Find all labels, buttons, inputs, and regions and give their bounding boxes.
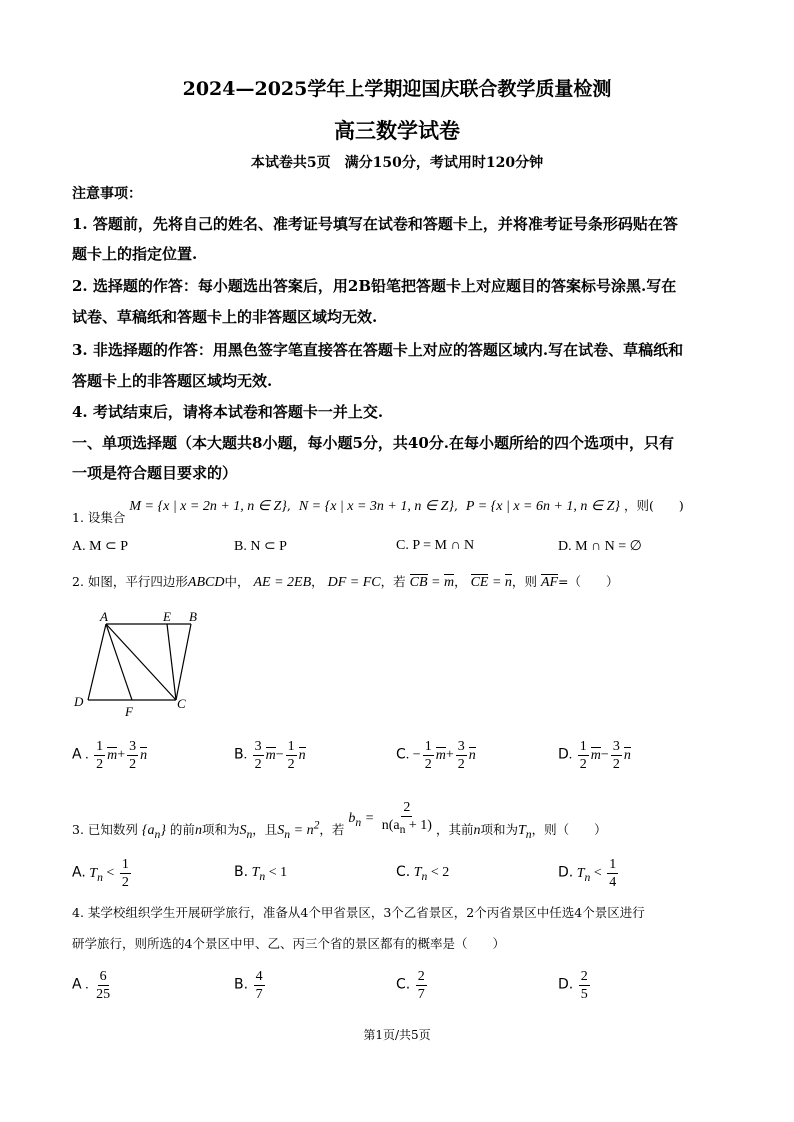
q1-option-a[interactable]: A. M ⊂ P: [72, 539, 129, 554]
exam-title: 2024—2025学年上学期迎国庆联合教学质量检测: [182, 78, 612, 100]
question-3: [72, 799, 607, 841]
exam-subtitle: 高三数学试卷: [334, 118, 460, 143]
q2-condition-2: DF = FC: [327, 575, 381, 590]
question-2: 2. 如图，平行四边形ABCD中， AE = 2EB， DF = FC，若 CB = m， CE = n，则 AF=（ ）: [72, 574, 619, 590]
q3-suffix: ，则（ ）: [531, 821, 607, 837]
label-c: C: [177, 696, 186, 711]
page-number: 第1页/共5页: [363, 1028, 431, 1042]
q2-if: 若: [393, 574, 406, 589]
q4-b-numerator: 4: [255, 969, 263, 984]
q2-option-a[interactable]: A . $\frac{1}{2}$ m+ $\frac{3}{2}$ n: [72, 739, 148, 772]
q2-option-d[interactable]: D. $\frac{1}{2}$ m− $\frac{3}{2}$ n: [558, 739, 631, 772]
q2-shape: ABCD: [187, 575, 225, 590]
q4-option-c-label: C.: [396, 976, 411, 993]
question-4-line-1: 4. 某学校组织学生开展研学旅行，准备从4个甲省景区，3个乙省景区，2个丙省景区中任选4个景区进行: [72, 905, 645, 920]
q1-option-b[interactable]: B. N ⊂ P: [234, 539, 287, 554]
q2-vector-ce: CE = n: [470, 575, 512, 590]
note-4: 4. 考试结束后，请将本试卷和答题卡一并上交.: [72, 403, 384, 421]
q3-option-b-label: B.: [234, 864, 249, 880]
q3-mid1: 的前: [169, 821, 195, 837]
label-d: D: [74, 694, 84, 709]
q3-option-c[interactable]: C. $T_n < 2$: [396, 864, 450, 883]
q3-prefix: 3. 已知数列: [72, 821, 138, 837]
q3-option-d[interactable]: D. $T_n$ < $\frac{1}{4}$: [558, 857, 617, 890]
q3-tn: $T_n$: [518, 822, 532, 841]
q4-option-b[interactable]: [234, 968, 267, 1003]
q1-suffix: ，则( ): [624, 498, 684, 513]
q2-option-b[interactable]: B. $\frac{3}{2}$ m− $\frac{1}{2}$ n: [234, 739, 306, 772]
q3-sequence: $\{a_n\}$: [141, 822, 166, 841]
q1-prefix: 1. 设集合: [72, 510, 126, 525]
q3-option-c-label: C.: [396, 864, 411, 880]
parallelogram-figure: [66, 606, 216, 718]
q2-condition-1: AE = 2EB: [253, 575, 312, 590]
q2-option-b-label: B: [234, 746, 244, 763]
q3-sn-formula: $S_n = n^2$: [277, 817, 320, 841]
note-2-line-2: 试卷、草稿纸和答题卡上的非答题区域均无效.: [72, 308, 378, 326]
q3-bn-formula: $b_n$ = $\frac{2}{n(a_n + 1)}$: [348, 800, 432, 836]
q4-d-numerator: 2: [580, 969, 588, 984]
question-1: 1. 设集合 M = {x | x = 2n + 1, n ∈ Z}, N = {x | x = 3n + 1, n ∈ Z}, P = {x | x = 6n + 1, n ∈ Z} ，则( ): [72, 498, 684, 525]
q3-option-b[interactable]: B. $T_n < 1$: [234, 864, 288, 883]
question-4-line-2: 研学旅行，则所选的4个景区中甲、乙、丙三个省的景区都有的概率是（ ）: [72, 936, 505, 951]
q4-option-a[interactable]: A . $\frac{6}{25}$: [72, 969, 111, 1002]
label-e: E: [163, 609, 171, 624]
q4-a-denominator: 25: [96, 987, 111, 1002]
q3-mid5: ，其前: [435, 821, 474, 837]
label-a: A: [100, 609, 108, 624]
q2-option-c-label: C: [396, 746, 406, 763]
q4-option-b-label: B.: [234, 976, 249, 993]
label-f: F: [125, 704, 133, 718]
note-2-line-1: 2. 选择题的作答：每小题选出答案后，用2B铅笔把答题卡上对应题目的答案标号涂黑.写在: [72, 277, 677, 295]
q3-mid2: 项和为: [201, 821, 240, 837]
section-1-line-2: 一项是符合题目要求的）: [72, 464, 238, 482]
label-b: B: [189, 609, 197, 624]
exam-info: 本试卷共5页 满分150分，考试用时120分钟: [250, 155, 544, 171]
note-3-line-2: 答题卡上的非答题区域均无效.: [72, 372, 273, 390]
segment-ec: [167, 624, 176, 700]
q4-option-d-label: D.: [558, 976, 574, 993]
q4-a-numerator: 6: [99, 969, 107, 984]
q3-sn: $S_n$: [239, 822, 253, 841]
segment-af: [106, 624, 132, 700]
q2-mid: 中，: [224, 574, 250, 589]
q3-option-a[interactable]: A. $T_n$ < $\frac{1}{2}$: [72, 857, 129, 890]
q3-mid6: 项和为: [480, 821, 518, 837]
q2-suffix: 则: [524, 574, 537, 589]
edge-bc: [176, 624, 191, 700]
q4-d-denominator: 5: [580, 987, 588, 1002]
section-1-line-1: 一、单项选择题（本大题共8小题，每小题5分，共40分.在每小题所给的四个选项中，只有: [72, 434, 674, 452]
q2-prefix: 2. 如图，平行四边形: [72, 574, 188, 589]
note-3-line-1: 3. 非选择题的作答：用黑色签字笔直接答在答题卡上对应的答题区域内.写在试卷、草稿纸和: [72, 341, 684, 359]
q1-option-d[interactable]: D. M ∩ N = ∅: [558, 539, 642, 554]
q3-mid4: ，若: [319, 821, 345, 837]
q3-option-a-label: A.: [72, 864, 86, 881]
q1-set-M: M = {x | x = 2n + 1, n ∈ Z}: [129, 499, 287, 514]
q2-vector-af: AF: [540, 575, 559, 590]
q4-b-denominator: 7: [255, 987, 263, 1002]
q1-option-c[interactable]: C. P = M ∩ N: [396, 538, 475, 553]
note-1-line-2: 题卡上的指定位置.: [72, 245, 198, 263]
diagonal-ac: [106, 624, 176, 700]
q4-option-a-label: A: [72, 976, 82, 993]
q3-mid3: ，且: [252, 821, 278, 837]
q4-option-d[interactable]: [558, 968, 592, 1003]
q4-c-numerator: 2: [417, 969, 425, 984]
q2-option-d-label: D: [558, 746, 569, 763]
q4-option-c[interactable]: [396, 968, 429, 1003]
q1-set-N: N = {x | x = 3n + 1, n ∈ Z}: [298, 499, 454, 514]
edge-ad: [88, 624, 106, 700]
q1-set-P: P = {x | x = 6n + 1, n ∈ Z}: [465, 499, 621, 514]
q2-option-a-label: A: [72, 746, 82, 763]
note-1-line-1: 1. 答题前，先将自己的姓名、准考证号填写在试卷和答题卡上，并将准考证号条形码贴在答: [72, 215, 678, 233]
q3-option-d-label: D.: [558, 864, 574, 881]
q2-vector-cb: CB = m: [409, 575, 455, 590]
q3-n2: n: [473, 822, 481, 838]
q3-n1: n: [194, 822, 202, 838]
notes-heading: 注意事项：: [72, 186, 142, 202]
q4-c-denominator: 7: [417, 987, 425, 1002]
q2-paren: =（ ）: [558, 574, 619, 589]
q2-option-c[interactable]: C. − $\frac{1}{2}$ m+ $\frac{3}{2}$ n: [396, 739, 476, 772]
